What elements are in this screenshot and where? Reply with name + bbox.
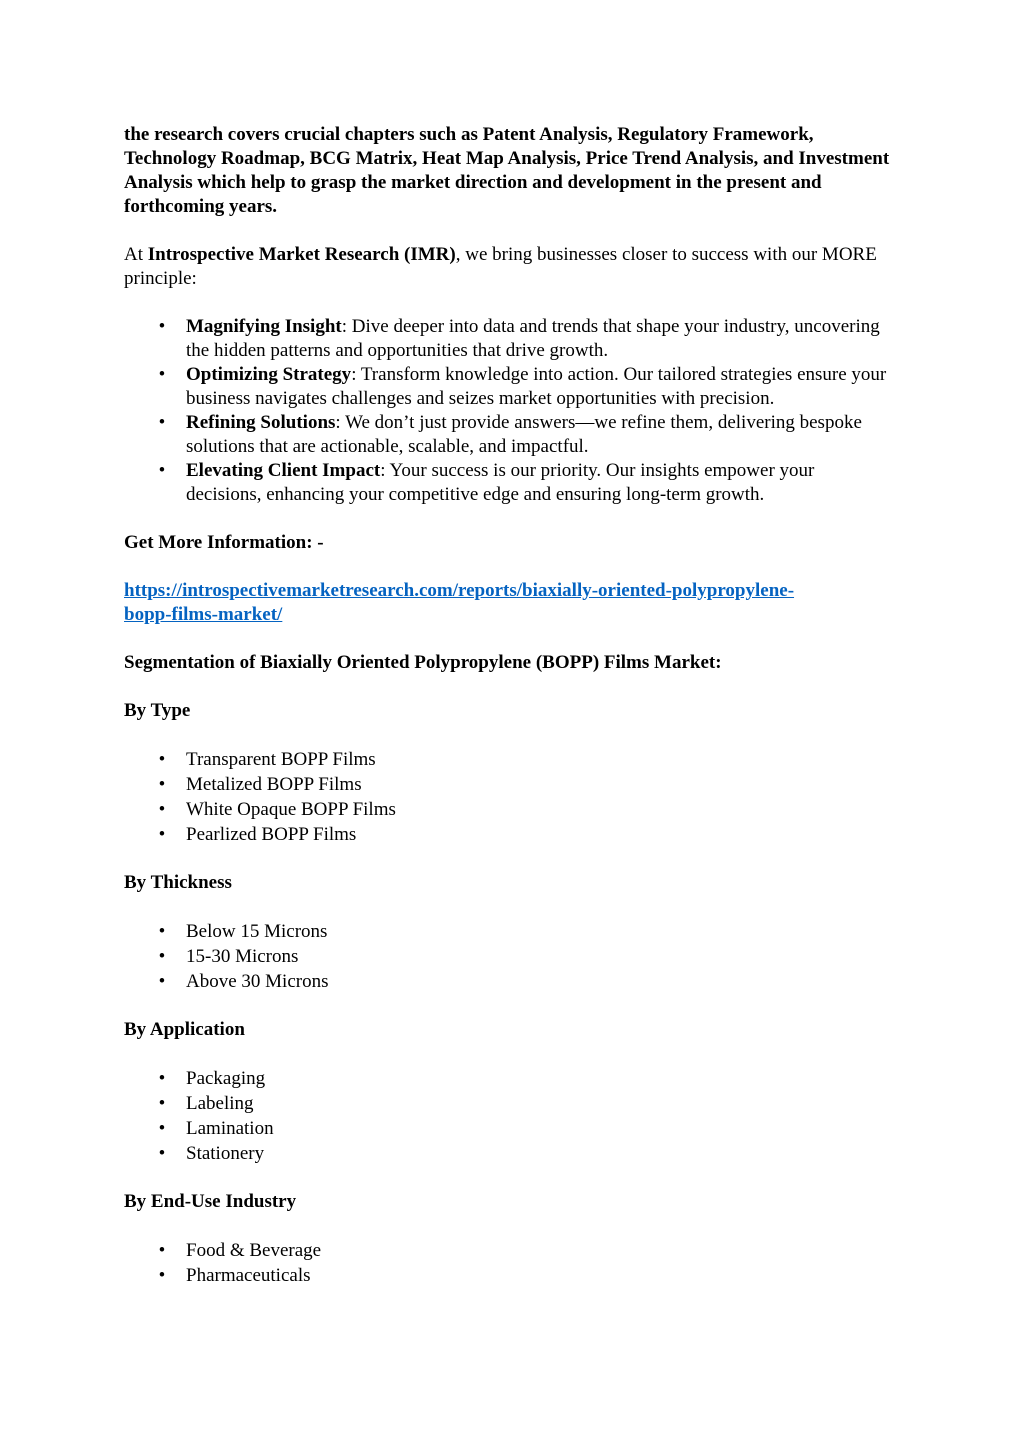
segmentation-heading: Segmentation of Biaxially Oriented Polypropylene (BOPP) Films Market: bbox=[124, 652, 722, 673]
list-item-label: Below 15 Microns bbox=[186, 921, 328, 942]
list-item bbox=[124, 772, 894, 797]
imr-suffix: , we bring businesses closer to success with our MORE principle: bbox=[124, 244, 877, 289]
by-end-use-heading: By End-Use Industry bbox=[124, 1191, 297, 1212]
bullet-icon: • bbox=[158, 1118, 166, 1139]
list-item bbox=[124, 944, 894, 969]
principle-text: : Transform knowledge into action. Our tailored strategies ensure your business navigates challenges and seizes market opportunities with precision. bbox=[186, 364, 887, 409]
list-item-label: Labeling bbox=[186, 1093, 254, 1114]
list-item-label: Metalized BOPP Films bbox=[186, 774, 362, 795]
bullet-icon: • bbox=[158, 824, 166, 845]
by-type-list bbox=[124, 747, 894, 847]
list-item-label: Lamination bbox=[186, 1118, 274, 1139]
bullet-icon: • bbox=[158, 799, 166, 820]
bullet-icon: • bbox=[158, 749, 166, 770]
list-item bbox=[124, 969, 894, 994]
bullet-icon: • bbox=[158, 412, 166, 433]
list-item-label: Above 30 Microns bbox=[186, 971, 329, 992]
list-item bbox=[124, 822, 894, 847]
list-item bbox=[124, 919, 894, 944]
list-item bbox=[124, 459, 894, 507]
list-item bbox=[124, 1141, 894, 1166]
principle-title: Elevating Client Impact bbox=[186, 460, 381, 481]
intro-paragraph: the research covers crucial chapters such as Patent Analysis, Regulatory Framework, Technology Roadmap, BCG Matrix, Heat Map Analysis, Price Trend Analysis, and Investment Analysis which help to grasp the market direction and development in the present and forthcoming years. bbox=[124, 124, 890, 217]
list-item bbox=[124, 1238, 894, 1263]
more-info-heading: Get More Information: - bbox=[124, 532, 324, 553]
bullet-icon: • bbox=[158, 1068, 166, 1089]
by-thickness-list bbox=[124, 919, 894, 994]
list-item bbox=[124, 1263, 894, 1288]
bullet-icon: • bbox=[158, 946, 166, 967]
list-item-label: White Opaque BOPP Films bbox=[186, 799, 396, 820]
report-link[interactable] bbox=[124, 580, 794, 625]
more-principles-list bbox=[124, 315, 894, 507]
report-link-line1: https://introspectivemarketresearch.com/reports/biaxially-oriented-polypropylene- bbox=[124, 580, 795, 601]
list-item-label: Pearlized BOPP Films bbox=[186, 824, 357, 845]
list-item-label: Food & Beverage bbox=[186, 1240, 322, 1261]
report-link-line2: bopp-films-market/ bbox=[124, 604, 283, 625]
list-item bbox=[124, 1066, 894, 1091]
bullet-icon: • bbox=[158, 1143, 166, 1164]
list-item-label: Transparent BOPP Films bbox=[186, 749, 376, 770]
bullet-icon: • bbox=[158, 364, 166, 385]
list-item-label: Pharmaceuticals bbox=[186, 1265, 311, 1286]
bullet-icon: • bbox=[158, 921, 166, 942]
principle-text: : Your success is our priority. Our insights empower your decisions, enhancing your competitive edge and ensuring long-term growth. bbox=[186, 460, 815, 505]
principle-title: Refining Solutions bbox=[186, 412, 336, 433]
list-item-label: Packaging bbox=[186, 1068, 266, 1089]
by-thickness-heading: By Thickness bbox=[124, 872, 232, 893]
list-item bbox=[124, 315, 894, 363]
document-page bbox=[124, 123, 894, 1312]
bullet-icon: • bbox=[158, 1265, 166, 1286]
bullet-icon: • bbox=[158, 1093, 166, 1114]
imr-company-name: Introspective Market Research (IMR) bbox=[147, 244, 456, 265]
imr-paragraph bbox=[124, 243, 894, 291]
list-item-label: Stationery bbox=[186, 1143, 265, 1164]
bullet-icon: • bbox=[158, 460, 166, 481]
principle-title: Optimizing Strategy bbox=[186, 364, 352, 385]
list-item bbox=[124, 1116, 894, 1141]
imr-prefix: At bbox=[124, 244, 148, 265]
list-item bbox=[124, 363, 894, 411]
bullet-icon: • bbox=[158, 1240, 166, 1261]
by-end-use-list bbox=[124, 1238, 894, 1288]
report-link-paragraph bbox=[124, 579, 894, 627]
list-item bbox=[124, 1091, 894, 1116]
list-item-label: 15-30 Microns bbox=[186, 946, 299, 967]
by-application-heading: By Application bbox=[124, 1019, 245, 1040]
principle-text: : We don’t just provide answers—we refine them, delivering bespoke solutions that are actionable, scalable, and impactful. bbox=[186, 412, 862, 457]
principle-title: Magnifying Insight bbox=[186, 316, 342, 337]
bullet-icon: • bbox=[158, 774, 166, 795]
list-item bbox=[124, 411, 894, 459]
bullet-icon: • bbox=[158, 316, 166, 337]
list-item bbox=[124, 797, 894, 822]
by-type-heading: By Type bbox=[124, 700, 191, 721]
principle-text: : Dive deeper into data and trends that shape your industry, uncovering the hidden patterns and opportunities that drive growth. bbox=[186, 316, 880, 361]
by-application-list bbox=[124, 1066, 894, 1166]
list-item bbox=[124, 747, 894, 772]
bullet-icon: • bbox=[158, 971, 166, 992]
